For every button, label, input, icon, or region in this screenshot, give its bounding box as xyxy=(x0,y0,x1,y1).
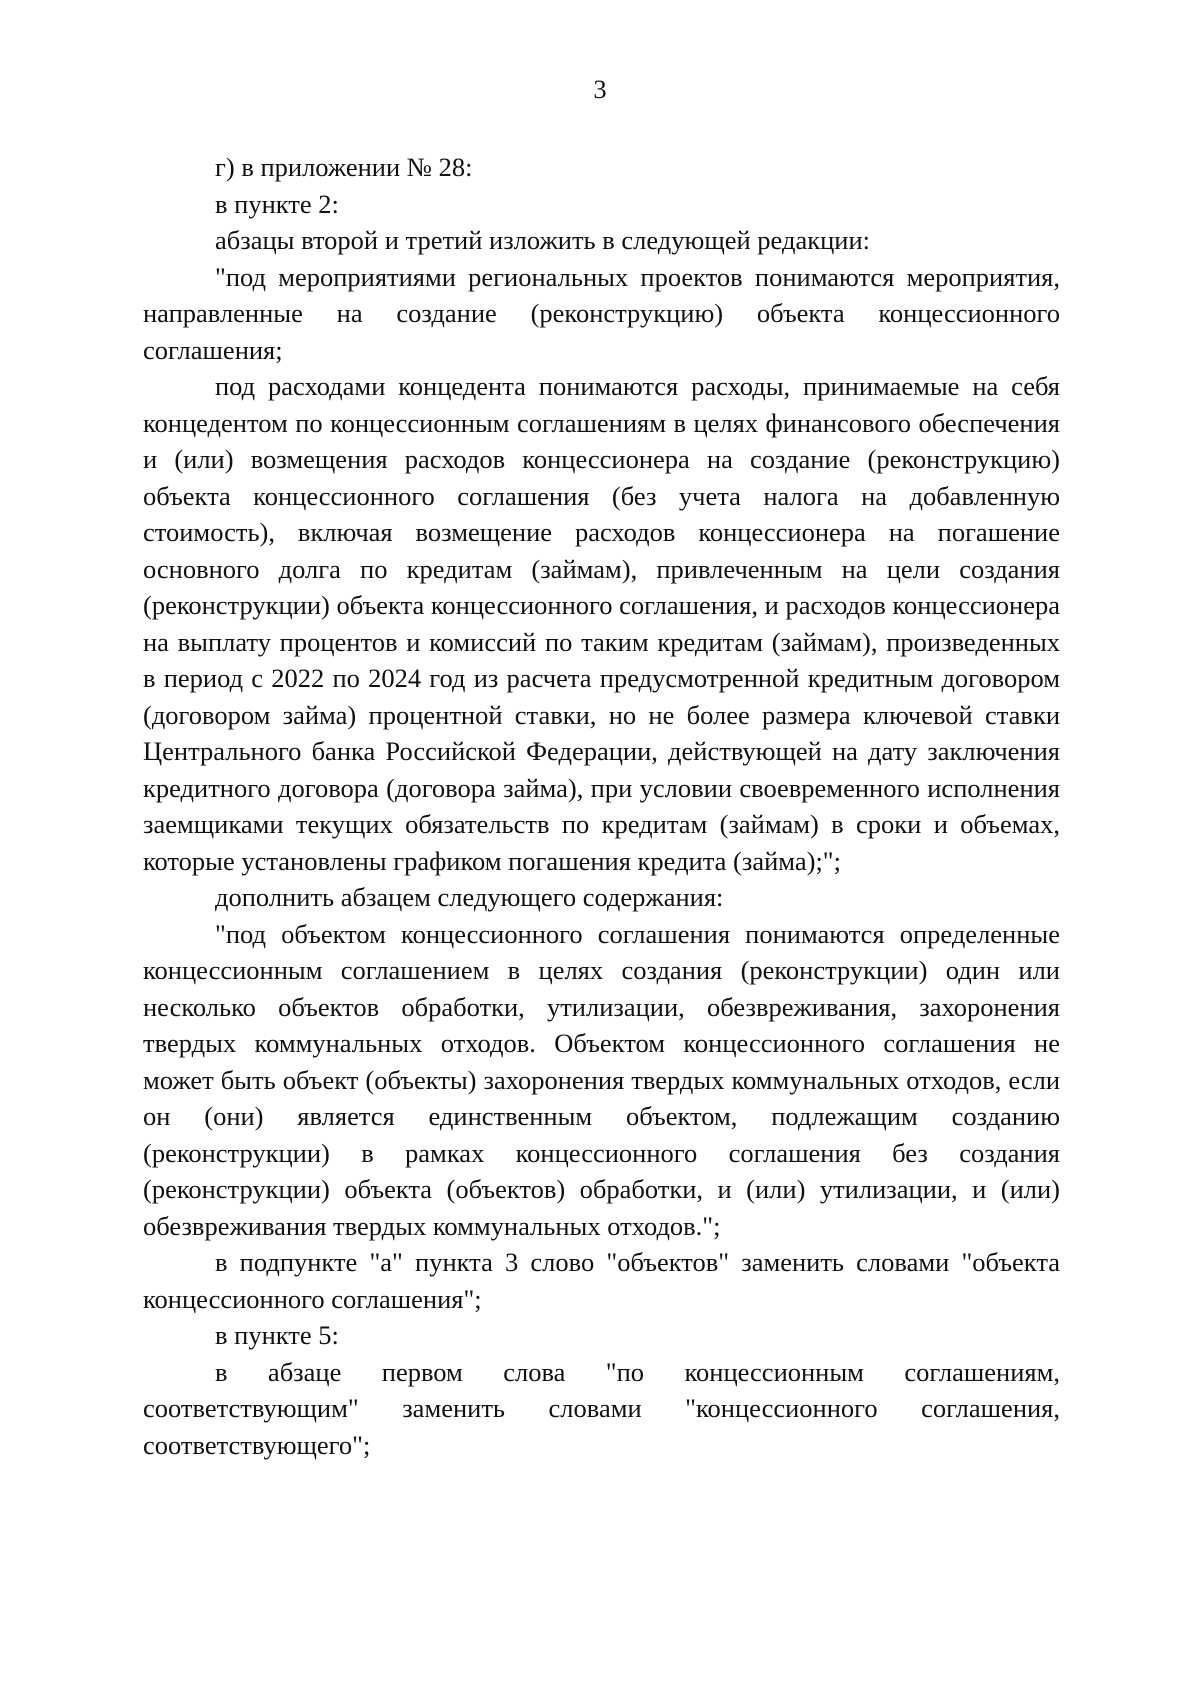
paragraph-point-5-amendment: в абзаце первом слова "по концессионным соглашениям, соответствующим" заменить словами "концессионного соглашения, соответствующего"; xyxy=(143,1356,1060,1460)
paragraph-add-instruction: дополнить абзацем следующего содержания: xyxy=(215,882,724,912)
paragraph-point-3-amendment: в подпункте "а" пункта 3 слово "объектов" заменить словами "объекта концессионного соглашения"; xyxy=(143,1247,1060,1314)
paragraph-edit-instruction: абзацы второй и третий изложить в следующей редакции: xyxy=(215,225,870,255)
paragraph-regional-projects-definition: "под мероприятиями региональных проектов понимаются мероприятия, направленные на создание (реконструкцию) объекта концессионного соглашения; xyxy=(143,261,1060,365)
paragraph-appendix-28: г) в приложении № 28: xyxy=(215,152,473,182)
document-body xyxy=(143,149,1060,1463)
page-number: 3 xyxy=(593,74,607,104)
paragraph-point-2: в пункте 2: xyxy=(215,188,339,219)
paragraph-concession-object-definition: "под объектом концессионного соглашения понимаются определенные концессионным соглашением в целях создания (реконструкции) один или несколько объектов обработки, утилизации, обезвреживания, захоронения твердых коммунальных отходов. Объектом концессионного соглашения не может быть объект (объекты) захоронения твердых коммунальных отходов, если он (они) является единственным объектом, подлежащим созданию (реконструкции) в рамках концессионного соглашения без создания (реконструкции) объекта (объектов) обработки, и (или) утилизации, и (или) обезвреживания твердых коммунальных отходов."; xyxy=(143,918,1060,1241)
paragraph-point-5: в пункте 5: xyxy=(215,1320,339,1350)
paragraph-concedent-expenses-definition: под расходами концедента понимаются расходы, принимаемые на себя концедентом по концессионным соглашениям в целях финансового обеспечения и (или) возмещения расходов концессионера на создание (реконструкцию) объекта концессионного соглашения (без учета налога на добавленную стоимость), включая возмещение расходов концессионера на погашение основного долга по кредитам (займам), привлеченным на цели создания (реконструкции) объекта концессионного соглашения, и расходов концессионера на выплату процентов и комиссий по таким кредитам (займам), произведенных в период с 2022 по 2024 год из расчета предусмотренной кредитным договором (договором займа) процентной ставки, но не более размера ключевой ставки Центрального банка Российской Федерации, действующей на дату заключения кредитного договора (договора займа), при условии своевременного исполнения заемщиками текущих обязательств по кредитам (займам) в сроки и объемах, которые установлены графиком погашения кредита (займа);"; xyxy=(143,371,1060,876)
